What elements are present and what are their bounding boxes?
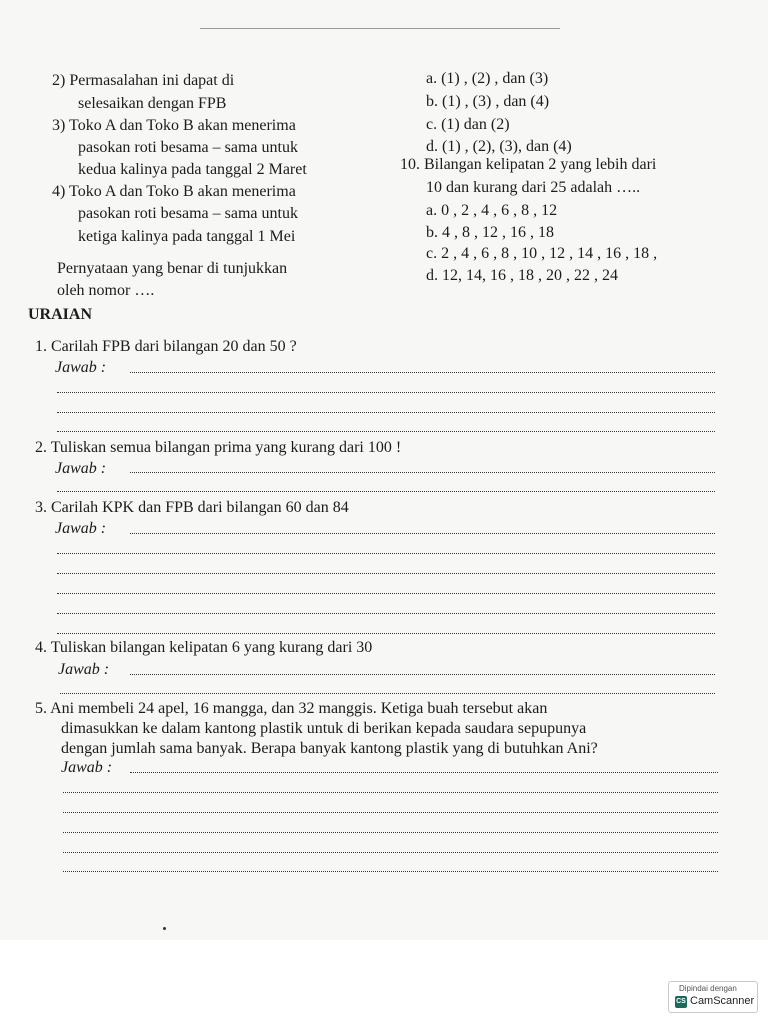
answer-line[interactable] [63, 832, 718, 833]
answer-label-3: Jawab : [55, 520, 107, 537]
q9-option-a: a. (1) , (2) , dan (3) [426, 70, 549, 87]
answer-line[interactable] [130, 674, 715, 675]
answer-label-2: Jawab : [55, 460, 107, 477]
statement-3-line-2: pasokan roti besama – sama untuk [78, 139, 298, 156]
answer-label-5: Jawab : [61, 759, 113, 776]
q9-option-b: b. (1) , (3) , dan (4) [426, 93, 550, 110]
answer-line[interactable] [57, 553, 715, 554]
q10-line-2: 10 dan kurang dari 25 adalah ….. [426, 179, 641, 196]
answer-line[interactable] [57, 392, 715, 393]
answer-line[interactable] [63, 852, 718, 853]
answer-line[interactable] [57, 633, 715, 634]
answer-line[interactable] [57, 431, 715, 432]
answer-line[interactable] [63, 812, 718, 813]
statement-4-line-3: ketiga kalinya pada tanggal 1 Mei [78, 228, 296, 245]
essay-question-4: 4. Tuliskan bilangan kelipatan 6 yang kurang dari 30 [35, 639, 373, 656]
answer-line[interactable] [130, 372, 715, 373]
q9-option-d: d. (1) , (2), (3), dan (4) [426, 138, 572, 155]
scanner-name: CamScanner [690, 995, 755, 1007]
section-title: URAIAN [28, 306, 92, 323]
q10-option-d: d. 12, 14, 16 , 18 , 20 , 22 , 24 [426, 267, 618, 284]
q10-option-c: c. 2 , 4 , 6 , 8 , 10 , 12 , 14 , 16 , 18 , [426, 245, 658, 262]
q10-option-b: b. 4 , 8 , 12 , 16 , 18 [426, 224, 554, 241]
top-rule [200, 28, 560, 29]
statement-4-line-1: 4) Toko A dan Toko B akan menerima [52, 183, 296, 200]
answer-line[interactable] [130, 533, 715, 534]
answer-line[interactable] [63, 871, 718, 872]
statement-3-line-1: 3) Toko A dan Toko B akan menerima [52, 117, 296, 134]
answer-line[interactable] [63, 792, 718, 793]
q10-line-1: 10. Bilangan kelipatan 2 yang lebih dari [400, 156, 657, 173]
statement-2-line-2: selesaikan dengan FPB [78, 95, 227, 112]
scanner-caption: Dipindai dengan [679, 984, 737, 993]
statement-question-line-1: Pernyataan yang benar di tunjukkan [57, 260, 288, 277]
essay-question-5-line-2: dimasukkan ke dalam kantong plastik untuk di berikan kepada saudara sepupunya [61, 720, 587, 737]
q9-option-c: c. (1) dan (2) [426, 116, 510, 133]
camscanner-badge [668, 981, 758, 1013]
answer-line[interactable] [57, 613, 715, 614]
answer-line[interactable] [130, 772, 718, 773]
essay-question-1: 1. Carilah FPB dari bilangan 20 dan 50 ? [35, 338, 297, 355]
scan-speck [163, 927, 166, 930]
answer-line[interactable] [57, 491, 715, 492]
statement-question-line-2: oleh nomor …. [57, 282, 155, 299]
statement-4-line-2: pasokan roti besama – sama untuk [78, 205, 298, 222]
answer-line[interactable] [60, 693, 715, 694]
essay-question-3: 3. Carilah KPK dan FPB dari bilangan 60 dan 84 [35, 499, 349, 516]
answer-line[interactable] [57, 593, 715, 594]
essay-question-2: 2. Tuliskan semua bilangan prima yang kurang dari 100 ! [35, 439, 402, 456]
answer-line[interactable] [57, 573, 715, 574]
answer-label-1: Jawab : [55, 359, 107, 376]
camscanner-logo-icon: CS [675, 996, 687, 1008]
essay-question-5-line-1: 5. Ani membeli 24 apel, 16 mangga, dan 32 manggis. Ketiga buah tersebut akan [35, 700, 548, 717]
answer-line[interactable] [130, 472, 715, 473]
answer-label-4: Jawab : [58, 661, 110, 678]
q10-option-a: a. 0 , 2 , 4 , 6 , 8 , 12 [426, 202, 558, 219]
answer-line[interactable] [57, 412, 715, 413]
statement-3-line-3: kedua kalinya pada tanggal 2 Maret [78, 161, 307, 178]
statement-2-line-1: 2) Permasalahan ini dapat di [52, 72, 235, 89]
essay-question-5-line-3: dengan jumlah sama banyak. Berapa banyak kantong plastik yang di butuhkan Ani? [61, 740, 598, 757]
